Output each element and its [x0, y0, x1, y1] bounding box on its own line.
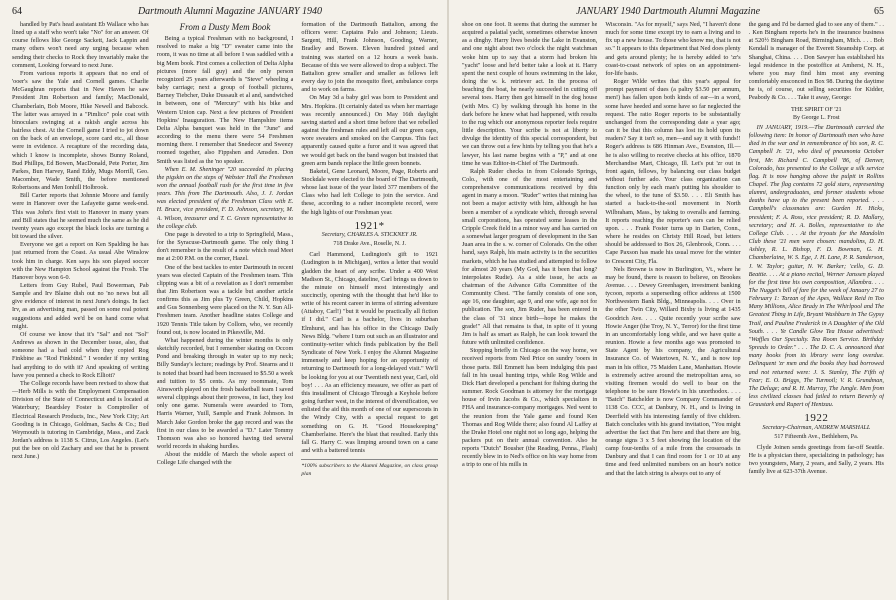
paragraph: IN JANUARY, 1919.—The Dartmouth carried the following item: In honor of Dartmouth men who have died in the war and in remembrance of his son, R. C. Campbell Jr. '21, who died of pneumonia October first, Mr. Richard C. Campbell '86, of Denver, Colorado, has presented to the College a silk service flag. It is now hanging above the pulpit in Rollins Chapel. The flag contains 72 gold stars, representing alumni, undergraduates, and former students whose deaths have up to the present been reported. . . . Campbell's classmates are: Gurden H. Hicks, president; F. A. Ross, vice president; R. D. Mallary, secretary; and H. A. Bolles, representative to the College Club. . . . At the tryouts for the Mandolin Club these '21 men were chosen: mandolins, D. H. Ashley, R. L. Bishop, F. D. Bowman, G. H. Chamberlaine, W. S. Ege, J. H. Lane, P. R. Sanderson, J. W. Taylor; guitar, N. W. Barker; 'cello, G. D. Beattie. . . . At a piano recital, Werner Janssen played for the first time his own composition, Allambra. . . . The Nugget's bill of fare for the week of January 27 to February 1: Tarzan of the Apes, Wallace Reid in Too Many Millions, Alice Brady in The Whirlpool and The Greatest Thing in Life, Bryant Washburn in The Gypsy Trail, and Pauline Frederick in A Daughter of the Old South. . . . Ye Candle Glow Tea House advertised: "Waffles Our Specialty. Tea Room Service. Birthday Spreads to Order." . . . The D. C. A. announced that many books from its library were long overdue. Delinquent 'zr men and the books they had borrowed and not returned were: J. S. Stanley, The Fifth of Fear; E. O. Briggs, The Turmoil; V. R. Grundman, The Deluge; and R. H. Murray, The Jungle. Men from less civilized classes had failed to return Beverly of Graustark and Rupert of Hentzau. — [748, 123, 884, 409]
left-column-3 — [301, 21, 438, 599]
page-number-left: 64 — [12, 5, 22, 17]
paragraph: formation of the Dartmouth Battalion, among the officers were: Captains Palo and Johnson; Lieuts. Sargent, Hill, Frank Johnson, Gooding, Warner, Bradley and Bowen. Eleven hundred joined and training was started on a 12 hours a week basis. Because of this we were allowed to drop a subject. The Battalion grew smaller and smaller as fellows left every day to join the mosquito fleet, ambulance corps and to work on farms. — [301, 21, 439, 94]
class-secretary: Secretary, CHARLES A. STICKNEY JR. — [321, 231, 418, 238]
paragraph: One of the best tackles to enter Dartmouth in recent years was elected Captain of the Freshmen team. This clipping was a bit of a revelation as I don't remember that Jim Robertson was a tackle but another article confirms this as Jim plus Ty Green, Child, Hopkins and Gus Sonnenberg were placed on the N. Y. Sun All-Freshmen team. Another headline states College and 1920 Tennis Title taken by Collom, who, we recently found out, is now located in Pikesville, Md. — [156, 263, 294, 336]
running-head-title-right: JANUARY 1940 Dartmouth Alumni Magazine — [575, 5, 761, 17]
paragraph: On May 3d a baby girl was born to President and Mrs. Hopkins. (It certainly dated us when her marriage was recently announced.) On May 16th daylight saving started and a short time before that we rebelled against the freshman rules and left all our green caps, wore sweaters and smoked on the Campus. This fact apparently caused quite a furor and it was agreed that we would get back on the band wagon but insisted that green arm bands replace the little green bonnets. — [301, 94, 439, 167]
class-secretary: Secretary-Chairman, ANDREW MARSHALL — [762, 424, 871, 431]
paragraph: What happened during the winter months is only sketchily recorded, but I remember skating on Occom Pond and breaking through in water up to my neck; Billy Sunday's lecture; readings by Prof. Stearns and it is noted that board had been increased to $5.50 a week and tuition to $5 cents. As my roommate, Tom Ainsworth played on the frosh basketball team I saved several clippings about their prowess, in fact, they lost only one game. Numerals were awarded to Tom, Harris Warner, Yuill, Sample and Frank Johnson. In March Jake Gordon broke the gap record and was the first in our class to be awarded a "D." Later Tommy Thomson was also so honored having tied several world records in shaking hurdles. — [156, 336, 294, 450]
paragraph: Ralph Ruder checks in from Colorado Springs, Colo., with one of the most entertaining and comprehensive communications received by this agent in many a moon. "Ruder" writes that mining has not been a major activity with him, although he has been a member of a syndicate which, through several small corporations, has operated some leases in the Cripple Creek field in a minor way and has carried on a somewhat larger program of development in the San Juan area in the s. w. corner of Colorado. On the other hand, says Ralph, his main activity is in the securities markets, which he has studied and attempted to follow for almost 20 years (My God, has it been that long? interpolates Rudie). As a side issue, he acts as chairman of the Advance Gifts Committee of the Community Chest. "The family consists of one son, age 16, one daughter, age 9, and one wife, age not for publication. The son, Jim Ruder, has been entered in the class of '31 since birth—hope he makes the grade!" All that remains is that, in spite of it young Jim is half as smart as Ralph, he can look toward the future with unlimited confidence. — [462, 167, 598, 347]
paragraph: Being a typical Freshman with no background, I resolved to make a big "D" sweater came into the room, it was no time at all before I was saddled with a big Mem book. First comes a collection of Delta Alpha pictures (more fall guy) and the only person recognized 25 years afterwards is "Steve" wheeling a baby carriage; next a group of football pictures, Barney Tiebcher, Duke Dussault et al and, sandwiched in between, one of "Mercury" with his bike and Western Union cap. Next a few pictures of President Hopkins' Inauguration. The New Hampshire items Delta Alpha banquet was held in the "June" and according to the menu there were 54 Freshmen morning there. I remember that Snedecor and Sweezy roomed together, also Fippshen and Amsden. Don Smith was listed as the 'no speaker. — [156, 35, 294, 165]
feature-title: THE SPIRIT OF '21 — [790, 105, 842, 113]
paragraph: One page is devoted to a trip to Springfield, Mass., for the Syracuse-Dartmouth game. The only thing I don't remember is the result of a note which read Meet me at 2:00 P.M. on the corner, Hazel. — [156, 230, 294, 263]
page-number-right: 65 — [873, 5, 884, 17]
footnote: *100% subscribers to the Alumni Magazine, on class group plan — [301, 459, 438, 478]
running-head-right — [462, 4, 884, 18]
paragraph: Of course we know that it's "Sal" and not "Sol" Andrews as shown in the December issue, also, that someone had a bad cold when they copied Rog Finkbine as "Rod Finkbind." I wonder if my writing had anything to do with it? And speaking of writing have you penned a check to Rock Elliott? — [12, 330, 149, 379]
left-columns — [12, 21, 438, 599]
paragraph: Carl Hammond, Ludington's gift to 1921 (Ludington is in Michigan), writes a letter that would gladden the heart of any scribe. Under a 400 West Madison St., Chicago, dateline, Carl brings us down to the minute on himself most interestingly and succinctly, opening with the thought that he'd like to write of his recent career in terms of stirring adventure (Attaboy, Carl!) "but it would be practically all fiction if I did." Carl is a bachelor, lives in suburban Elmhurst, and has his office in the Chicago Daily News Bldg. "where I turn out such as an illustrator and continuity-writer which finds publication by the Bell Syndicate of New York. I enjoy the Alumni Magazine immensely and keep hoping for an opportunity of returning to Dartmouth for a long-delayed visit." We'll be looking for you at our Twentieth next year, Carl, old boy! . . . As an efficiency measure, we offer as part of this installment of Chicago Through a Keyhole before going further west, in the interest of diversification, we enlisted the aid this month of one of our superscouts in the Windy City, with a special request to get something on G. H. "Good Housekeeping" Chamberlaine. Here's the blast that resulted. Early this fall G. Harry C. was limping around town on a cane and with a battered tennis — [301, 251, 439, 454]
paragraph: Nels Browne is now in Burlington, Vt., where he may be found, there is reason to believe, on Brookes Avenue. . . . Dewey Greenhagen, investment banking tycoon, reports a superseding office address at 1500 Northwestern Bank Bldg., Minneapolis. . . . Over in the other Twin City, Willard Bixby is living at 1435 Goodrich Ave. . . . Quite recently your scribe saw Howie Anger (the Troy, N. Y., Terror) for the first time in an uncomfortably long while, and we have quite a reunion. Howie a few months ago was promoted to State Agent by his company, the Agricultural Insurance Co. of Watertown, N. Y., and is now top man in his office, 75 Maiden Lane, Manhattan. Howie is extremely active around the metropolitan area, so visiting firemen would do well to bear on the telephone to be sure Howie's in his unorthodox. . . . "Batch" Batchelder is now Company Commander of 1138 Co. CCC, at Danbury, N. H., and is living in Deerfield with his interesting family of five children. Batch concludes with his grand invitation, "You might advertise the fact that I'm here and that there are big, orange signs 3 x 5 feet showing the location of the camp four-tenths of a mile from the crossroads in Danbury and that I can find room for 1 or 10 at any time and feed unlimited numbers on an hour's notice and that the latch string is always out to any of — [605, 265, 741, 477]
right-column-1 — [462, 21, 597, 599]
class-address: 718 Drake Ave., Roselle, N. J. — [333, 241, 406, 248]
paragraph: Roger Wilde writes that this year's appeal for prompt payment of dues (a paltry $3.50 per annum, men!) has fallen upon both kinds of ear—in a word, some have heeded and some have so far neglected the request. The ratio Roger reports to be substantially unchanged from the corresponding date a year ago; can it be that this column has lost its hold upon its readers? Say it isn't so, men—and say it with funds!! Roger's address is 686 Hinman Ave., Evanston, Ill.—he is also willing to receive checks at his office, 1870 Merchandise Mart, Chicago, Ill. Let's put 'zr out in front again, fellows, by balancing our class budget without further ado. Your class organization can function only by each man's putting his shoulder to the wheel, to the tune of $3.50. . . . Eli Smith has started a back-to-the-soil movement in North Wilbraham, Mass., by taking to overalls and farming. It reports reaching the reporter's ears can be relied upon. . . . Frank Foster turns up in Darien, Conn., where he resides on Christy Hill Road, but letters should be addressed to Box 26, Glenbrook, Conn. . . . Cape Paxson has made his usual move for the winter to Crescent City, Fla. — [605, 78, 741, 265]
left-column-1 — [12, 21, 149, 599]
paragraph: From various reports it appears that no end of 'ooer's saw the Yale and Cornell games. Charlie McGaughran reports that in New Haven he saw President Jim Robertson and family; MacDonald, Chamberlain, Bob Moore, Hike Newell and Babcock. The latter was arrayed in a "Pimlico" pole coat with binoculars swinging at a rakish angle across his hairless chest. At the Cornell game I tried to jot down on the back of an envelope, score card etc., all those were in evidence. A recapture of the recording data, which I know is incomplete, shows Bunny Roland, Bud Phillips, Ed Bowen, MacDonald, Pete Porter, Jim Parkes, Bun Harvey, Rand Eddy, Mugs Morrill, Geo. Macomber, Wade Smith, the before mentioned Robertsons and Men Ionhill Holbrook. — [12, 69, 149, 192]
paragraph: The College records have been revised to show that—Herb Mills is with the Employment Compensation Division of the State of Connecticut and is located at Waterbury; Beardsley Foster is Comptroller of Electrical Research Products, Inc., New York City; Art Gooding is in Chicago, Goldman, Sachs & Co.; Bud Weymouth is tutoring in Cambridge, Mass., and Zack Jordan's address is 1138 S. Citrus, Los Angeles. (Let's put the bee on old Zachary and see that he is present next June.) — [12, 379, 149, 461]
paragraph: handled by Pat's head assistant Eb Wallace who has lined up a staff who won't take "No" for an answer. Of course fellows like George Sackett, Jack Lappin and many others won't need any urging because when sending their checks to Rock they invariably make the comment, Looking forward to next June. — [12, 21, 149, 69]
class-year-heading: 1921* — [354, 219, 385, 232]
paragraph: Letters from Guy Rubel, Paul Bowerman, Pab Sample and Irv Blaine dish out no 'no news but all give evidence of interest in next June's doings. In fact Irv, as an advertising man, passed on some real potent suggestions and added we'd be on hand come what might. — [12, 282, 149, 330]
right-column-3 — [749, 21, 884, 599]
paragraph: Clyde Joinen sends greetings from far-off Seattle. He is a physician there, specializing in pathology; has two youngsters, Mary, 2 years, and Sally, 2 years. His family live at 623-37th Avenue. — [748, 443, 884, 476]
right-columns — [462, 21, 884, 599]
right-column-2 — [605, 21, 740, 599]
paragraph: About the middle of March the whole aspect of College Life changed with the — [156, 451, 294, 467]
right-page — [448, 0, 896, 600]
article-title: From a Dusty Mem Book — [179, 22, 271, 32]
running-head-title-left: Dartmouth Alumni Magazine JANUARY 1940 — [137, 5, 323, 17]
paragraph: When E. M. Sheninger "20 succeeded in placing the pigskin on the steps of Webster Hall the Freshmen won the annual football rush for the first time in five years. This from The Dartmouth. Also, J. J. Jordan was elected president of the Freshman Class with E. H. Bruce, vice president, F. D. Johnson, secretary, M. A. Wilson, treasurer and T. C. Green representative to the college club. — [156, 165, 294, 230]
paragraph: the gang and I'd be darned glad to see any of them." . . . Ken Bingham reports he's in the insurance business at 520½ Bingham Road, Birmingham, Mich. . . . Bob Kendall is manager of the Everett Steamship Corp. at Shanghai, China. . . . Don Sawyer has established his legal residence in the postoffice at Amherst, N. H., where you may find him most any evening comfortably ensconced in Box 98. During the daytime he is, of course, out selling securities for Kidder, Peabody & Co. . . . Take it away, George: — [748, 21, 884, 102]
paragraph: shoe on one foot. It seems that during the summer he acquired a palatial yacht, sometimes otherwise known as a dinghy. Harry lives beside the Lake in Evanston, and one night about two o'clock the night watchman woke him up to say that a storm had broken his "yacht" loose and he'd better take a look at it. Harry spent the next couple of hours swimming in the lake, doing the w. k. retriever act. In the process of beaching the boat, he nearly succeeded in cutting off several toes. Harry then got himself in the dog house (with Mrs. C) by walking through his home in the dark before he knew what had happened, with results to the rug which our anonymous reporter feels require little description. Your scribe is not at liberty to divulge the identity of this special correspondent, but we can throw out a few hints by telling you that he's a lawyer, his last name begins with a "P," and at one time he was Editor-in-Chief of The Dartmouth. — [462, 21, 598, 167]
left-column-2 — [157, 21, 294, 599]
feature-byline: By George L. Frost — [793, 114, 840, 121]
paragraph: Stopping briefly in Chicago on the way home, we received reports from Ned Price on sundry 'ooers in those parts. Bill Emmett has been indulging this past fall in his usual hunting trips, while Rog Wilde and Dick Hart developed a penchant for fishing during the summer. Rock Goodman is attorney for the mortgage house of Irvin Jacobs & Co., which specializes in FHA and insurance-company mortgages. Ned went to the reunion from the Yale game and found Ken Thomas and Rog Wilde there; also found Al Laffey at the Drake Hotel one night not so long ago, helping the packers put on their annual convention. Also he reports "Dutch" Bousher (the Reading, Penna., Flash) recently blew in to Ned's office on his way home from a trip to one of his mills in — [462, 347, 598, 469]
running-head-left — [12, 4, 438, 18]
paragraph: Bill Carter reports that Johnnie Moore and family were in Hanover over the Lafayette game week-end. This was John's first visit to Hanover in many years and Bill states that he seemed much the same as he did twenty years ago except the black locks are turning a bit toward the silver. — [12, 192, 149, 241]
paragraph: Everyone we get a report on Ken Spalding he has just returned from the Coast. As usual Abe Winslow took him in charge. Ken says his son played soccer with the New Hampton School against the Frosh. The Hanover boys won 6-0. — [12, 241, 149, 281]
paragraph: Baketel, Gene Leonard, Moore, Page, Roberts and Stockdale were elected to the board of The Dartmouth, whose last issue of the year listed 377 members of the Class who had left College to join the service. And these, according to a rather incomplete record, were the high lights of our Freshman year. — [301, 167, 439, 216]
class-address: 517 Fifteenth Ave., Bethlehem, Pa. — [774, 433, 859, 440]
class-year-heading: 1922 — [804, 412, 829, 425]
paragraph: Wisconsin. "As for myself," says Ned, "I haven't done much for some time except try to earn a living and to fix up a new house. To those who know me, that is not so." It appears to this department that Ned does plenty and gets around plenty; he is hereby added to 'zr's coast-to-coast network of spies on an appointment-for-life basis. — [605, 21, 741, 77]
